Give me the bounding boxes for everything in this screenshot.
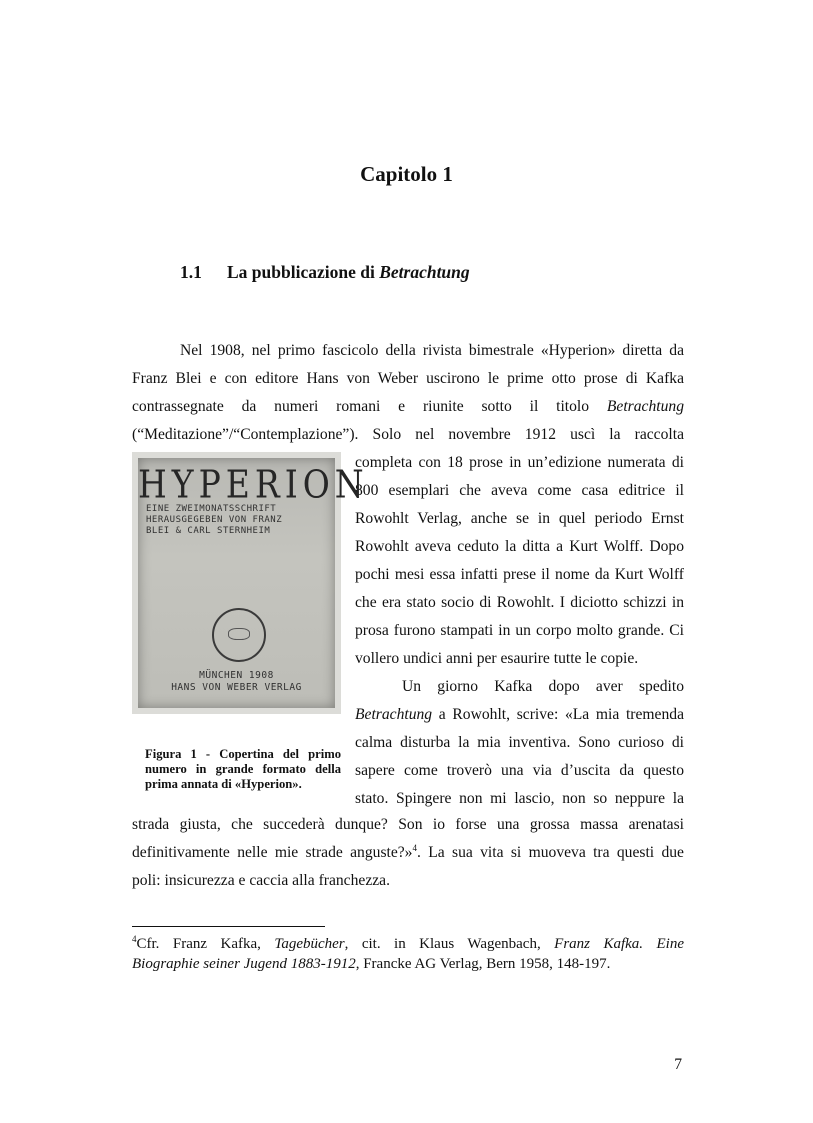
footnote-line (132, 954, 684, 974)
body-line: pochi mesi essa infatti prese il nome da Kurt Wolff (355, 566, 684, 583)
body-line-italic: Betrachtung (606, 398, 684, 415)
body-line: Franz Blei e con editore Hans von Weber uscirono le prime otto prose di Kafka (132, 370, 684, 387)
figure-image (132, 452, 369, 714)
body-line (132, 393, 684, 421)
cover-footer: MÜNCHEN 1908 (199, 670, 274, 681)
body-line: che era stato socio di Rowohlt. I diciotto schizzi in (355, 594, 684, 611)
caption-line: Figura 1 - Copertina del primo (145, 747, 341, 761)
footnote-italic: Biographie seiner Jugend 1883-1912 (132, 956, 356, 972)
body-line: prosa furono stampati in un corpo molto grande. Ci (355, 622, 684, 639)
body-line: completa con 18 prose in un’edizione numerata di (355, 454, 684, 471)
chapter-title: Capitolo 1 (360, 162, 453, 186)
footnote-text: , Francke AG Verlag, Bern 1958, 148-197. (355, 956, 611, 972)
caption-line: numero in grande formato della (145, 762, 341, 776)
body-line: calma disturba la mia inventiva. Sono curioso di (355, 734, 684, 751)
cover-emblem-icon (212, 608, 266, 662)
body-line (132, 839, 684, 867)
footnote-ref[interactable]: 4 (412, 843, 417, 853)
body-line: Un giorno Kafka dopo aver spedito (402, 678, 684, 695)
body-line: stato. Spingere non mi lascio, non so neppure la (355, 790, 684, 807)
cover-title: HYPERION (138, 462, 369, 507)
body-line: Nel 1908, nel primo fascicolo della rivista bimestrale «Hyperion» diretta da (180, 342, 684, 359)
body-line: Rowohlt Verlag, anche se in quel periodo Ernst (355, 510, 684, 527)
footnote-italic: Tagebücher (274, 936, 345, 952)
body-line (355, 701, 684, 729)
section-title: La pubblicazione di (227, 262, 380, 282)
section-number: 1.1 (180, 262, 202, 282)
body-line-italic: Betrachtung (355, 706, 433, 723)
section-heading (180, 262, 470, 283)
cover-subtitle: EINE ZWEIMONATSSCHRIFT (146, 504, 277, 514)
body-line: strada giusta, che succederà dunque? Son io forse una grossa massa arenatasi (132, 816, 684, 833)
cover-footer: HANS VON WEBER VERLAG (171, 682, 302, 693)
footnote-line (132, 934, 684, 954)
body-line-text: definitivamente nelle mie strade anguste?» (132, 844, 413, 861)
figure-caption (145, 747, 341, 792)
footnote-marker: 4 (132, 934, 137, 944)
footnote-text: , cit. in Klaus Wagenbach, (344, 936, 555, 952)
body-line: vollero undici anni per esaurire tutte le copie. (355, 650, 639, 667)
body-line-text: contrassegnate da numeri romani e riunite sotto il titolo (132, 398, 607, 415)
cover-subtitle: BLEI & CARL STERNHEIM (146, 526, 271, 536)
footnote-text: Cfr. Franz Kafka, (136, 936, 275, 952)
body-line-text: a Rowohlt, scrive: «La mia tremenda (432, 706, 684, 723)
cover-subtitle: HERAUSGEGEBEN VON FRANZ (146, 515, 283, 525)
body-line: 800 esemplari che aveva come casa editrice il (355, 482, 684, 499)
footnote-divider (132, 926, 325, 927)
section-title-italic: Betrachtung (379, 262, 470, 282)
body-line: (“Meditazione”/“Contemplazione”). Solo nel novembre 1912 uscì la raccolta (132, 426, 684, 443)
caption-line: prima annata di «Hyperion». (145, 777, 302, 791)
hyperion-cover (138, 458, 369, 708)
body-line: sapere come troverò una via d’uscita da questo (355, 762, 684, 779)
page-number: 7 (674, 1056, 682, 1073)
footnote-italic: Franz Kafka. Eine (554, 936, 684, 952)
body-line: poli: insicurezza e caccia alla franchezza. (132, 872, 390, 889)
body-line-text: . La sua vita si muoveva tra questi due (416, 844, 684, 861)
body-line: Rowohlt aveva ceduto la ditta a Kurt Wolff. Dopo (355, 538, 684, 555)
